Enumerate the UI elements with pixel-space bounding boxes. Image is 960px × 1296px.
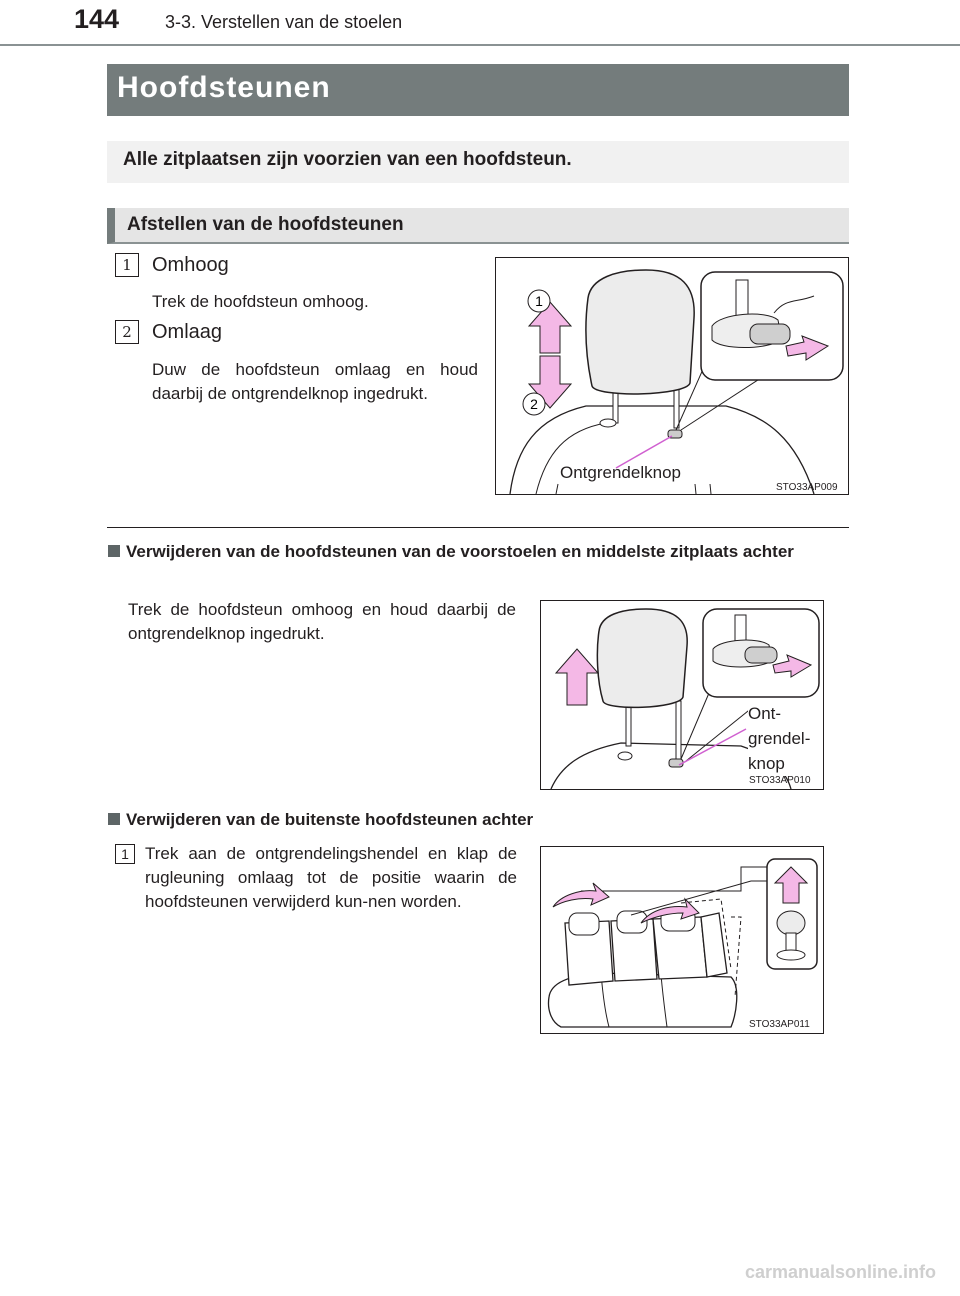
header-rule <box>0 44 960 46</box>
bullet-heading-front-text: Verwijderen van de hoofdsteunen van de voorstoelen en middelste zitplaats achter <box>126 542 794 561</box>
bullet-heading-rear <box>108 809 850 831</box>
bullet-heading-front <box>108 541 850 563</box>
figure-code: STO33AP010 <box>749 775 811 786</box>
figure-code: STO33AP011 <box>749 1019 810 1030</box>
headrest-adjust-figure <box>495 257 849 495</box>
release-button-label-split <box>748 701 810 776</box>
label-line-1: Ont- <box>748 704 782 723</box>
watermark: carmanualsonline.info <box>744 1262 936 1282</box>
bullet-square-icon <box>108 813 120 825</box>
running-head: 3-3. Verstellen van de stoelen <box>165 12 403 32</box>
intro-box: Alle zitplaatsen zijn voorzien van een hoofdsteun. <box>107 141 849 183</box>
item-number-2: 2 <box>115 320 139 344</box>
rear-seat-illustration <box>541 847 824 1034</box>
label-line-3: knop <box>748 754 785 773</box>
page-number: 144 <box>74 4 120 34</box>
section-divider <box>107 527 849 528</box>
label-line-2: grendel- <box>748 729 811 748</box>
figure-code: STO33AP009 <box>776 482 838 493</box>
remove-rear-text: Trek aan de ontgrendelingshendel en klap de rugleuning omlaag tot de positie waarin de hoofdsteunen verwijderd kun-nen worden. <box>145 844 517 911</box>
item-number-1: 1 <box>115 253 139 277</box>
section-title: Hoofdsteunen <box>107 64 849 116</box>
rear-seat-figure <box>540 846 824 1034</box>
figure-marker-1: 1 <box>535 293 543 309</box>
remove-front-text: Trek de hoofdsteun omhoog en houd daarbij de ontgrendelknop ingedrukt. <box>128 600 516 643</box>
subsection-title: Afstellen van de hoofdsteunen <box>107 208 849 244</box>
item-desc-up: Trek de hoofdsteun omhoog. <box>152 292 369 311</box>
release-button-label: Ontgrendelknop <box>560 463 681 482</box>
bullet-square-icon <box>108 545 120 557</box>
item-desc-down: Duw de hoofdsteun omlaag en houd daarbij de ontgrendelknop ingedrukt. <box>152 360 478 403</box>
item-title-down: Omlaag <box>152 321 223 343</box>
headrest-adjust-illustration <box>496 258 849 495</box>
figure-marker-2: 2 <box>530 396 538 412</box>
bullet-heading-rear-text: Verwijderen van de buitenste hoofdsteunen achter <box>126 810 534 829</box>
item-title-up: Omhoog <box>152 254 229 276</box>
step-number: 1 <box>115 844 135 864</box>
headrest-remove-figure <box>540 600 824 790</box>
